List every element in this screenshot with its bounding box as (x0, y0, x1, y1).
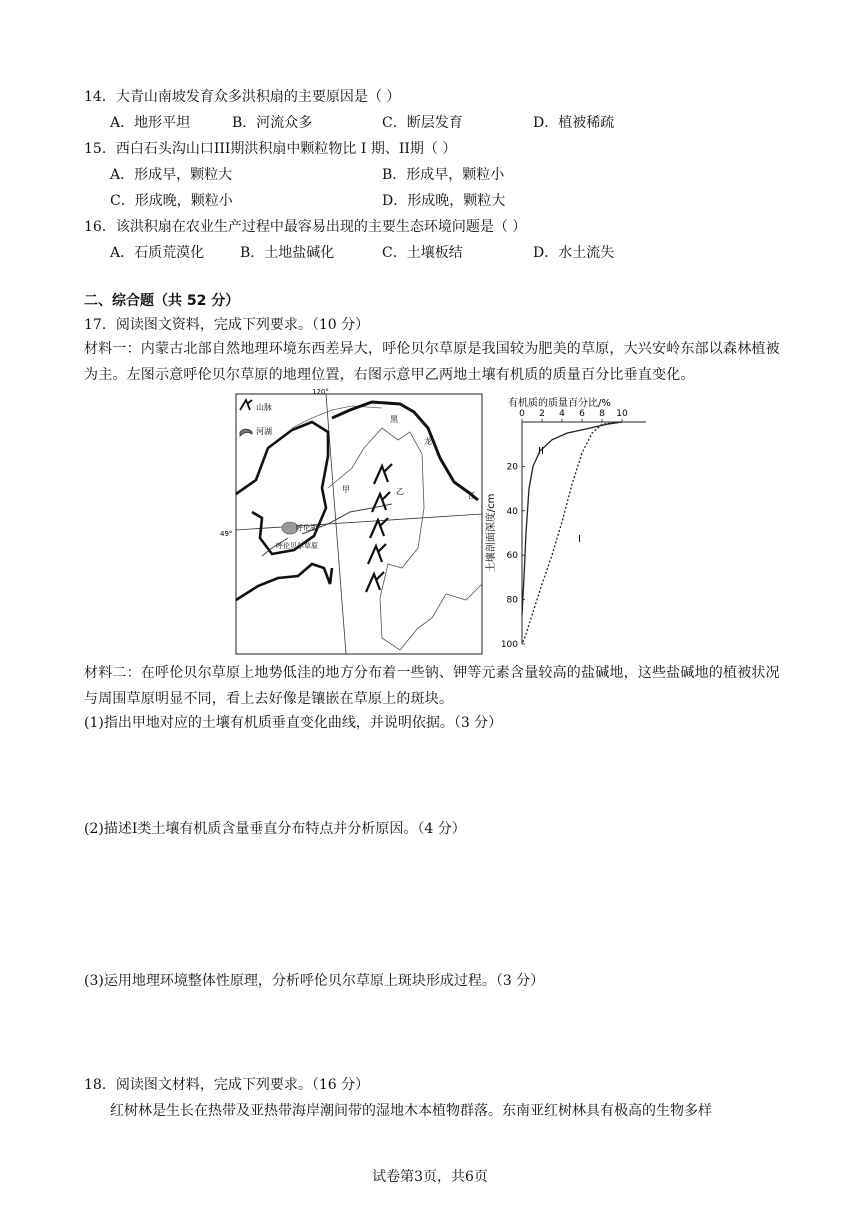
y-tick-label: 100 (500, 640, 518, 650)
q14-option-c: C．断层发育 (382, 115, 463, 131)
place-jia: 甲 (342, 485, 350, 494)
q15-option-d: D．形成晚，颗粒大 (382, 193, 506, 209)
y-tick-label: 60 (506, 551, 518, 562)
section-title: 二、综合题（共 52 分） (84, 293, 240, 309)
q16-option-b: B．土地盐碱化 (240, 245, 335, 261)
x-tick-label: 8 (599, 409, 605, 419)
x-tick-label: 2 (539, 409, 545, 419)
chart-title: 有机质的质量百分比/% (508, 398, 611, 409)
grassland-name: 呼伦贝尔草原 (276, 542, 318, 550)
q14-option-b: B．河流众多 (232, 115, 313, 131)
q18-text: 红树林是生长在热带及亚热带海岸潮间带的湿地木本植物群落。东南亚红树林具有极高的生物多样 (110, 1103, 712, 1119)
x-tick-label: 10 (616, 409, 628, 419)
legend-mountain-label: 山脉 (256, 403, 272, 412)
soil-organic-chart (486, 388, 656, 658)
q17-sub1: (1)指出甲地对应的土壤有机质垂直变化曲线，并说明依据。（3 分） (84, 715, 503, 731)
q14-stem: 14．大青山南坡发育众多洪积扇的主要原因是（ ） (84, 89, 401, 105)
q16-option-d: D．水土流失 (533, 245, 615, 261)
x-tick-label: 6 (579, 409, 585, 419)
longitude-label: 120° (312, 388, 329, 396)
q17-material-1: 材料一：内蒙古北部自然地理环境东西差异大，呼伦贝尔草原是我国较为肥美的草原，大兴安岭东部以森林植被为主。左图示意呼伦贝尔草原的地理位置，右图示意甲乙两地土壤有机质的质量百分比垂直变化。 (84, 341, 780, 383)
q16-option-a: A．石质荒漠化 (110, 245, 205, 261)
y-tick-label: 40 (506, 506, 518, 517)
q17-material-2: 材料二：在呼伦贝尔草原上地势低洼的地方分布着一些钠、钾等元素含量较高的盐碱地，这些盐碱地的植被状况与周围草原明显不同，看上去好像是镶嵌在草原上的斑块。 (84, 665, 780, 707)
q16-stem: 16．该洪积扇在农业生产过程中最容易出现的主要生态环境问题是（ ） (84, 219, 527, 235)
series-label-I: I (578, 534, 581, 545)
q14-option-a: A．地形平坦 (110, 115, 191, 131)
series-label-II: II (538, 446, 544, 457)
series-line-I (522, 422, 622, 644)
place-yi: 乙 (396, 487, 404, 496)
q14-option-d: D．植被稀疏 (533, 115, 615, 131)
q15-option-b: B．形成早，颗粒小 (382, 167, 505, 183)
q15-option-c: C．形成晚，颗粒小 (110, 193, 233, 209)
q15-option-a: A．形成早，颗粒大 (110, 167, 233, 183)
map-frame (236, 394, 482, 654)
river-label-hei: 黑 (390, 415, 398, 424)
q18-stem: 18．阅读图文材料，完成下列要求。（16 分） (84, 1077, 370, 1093)
y-tick-label: 80 (506, 595, 518, 606)
y-tick-label: 20 (506, 462, 518, 473)
y-axis-label: 土壤剖面深度/cm (486, 493, 497, 573)
lake-name: 呼伦湖 (296, 524, 317, 532)
q17-sub3: (3)运用地理环境整体性原理，分析呼伦贝尔草原上斑块形成过程。（3 分） (84, 973, 545, 989)
page-footer: 试卷第3页，共6页 (372, 1169, 488, 1185)
legend-lake-label: 河湖 (256, 427, 272, 436)
x-tick-label: 4 (559, 409, 565, 419)
q17-stem: 17．阅读图文资料，完成下列要求。（10 分） (84, 317, 370, 333)
q16-option-c: C．土壤板结 (382, 245, 463, 261)
location-map (220, 388, 486, 658)
river-label-jiang: 江 (468, 491, 476, 500)
river-label-long: 龙 (424, 437, 432, 446)
series-line-II (522, 422, 622, 615)
q15-stem: 15．西白石头沟山口III期洪积扇中颗粒物比 I 期、II期（ ） (84, 141, 457, 157)
latitude-label: 49° (220, 530, 233, 538)
q17-sub2: (2)描述I类土壤有机质含量垂直分布特点并分析原因。（4 分） (84, 821, 466, 837)
x-tick-label: 0 (519, 409, 525, 419)
